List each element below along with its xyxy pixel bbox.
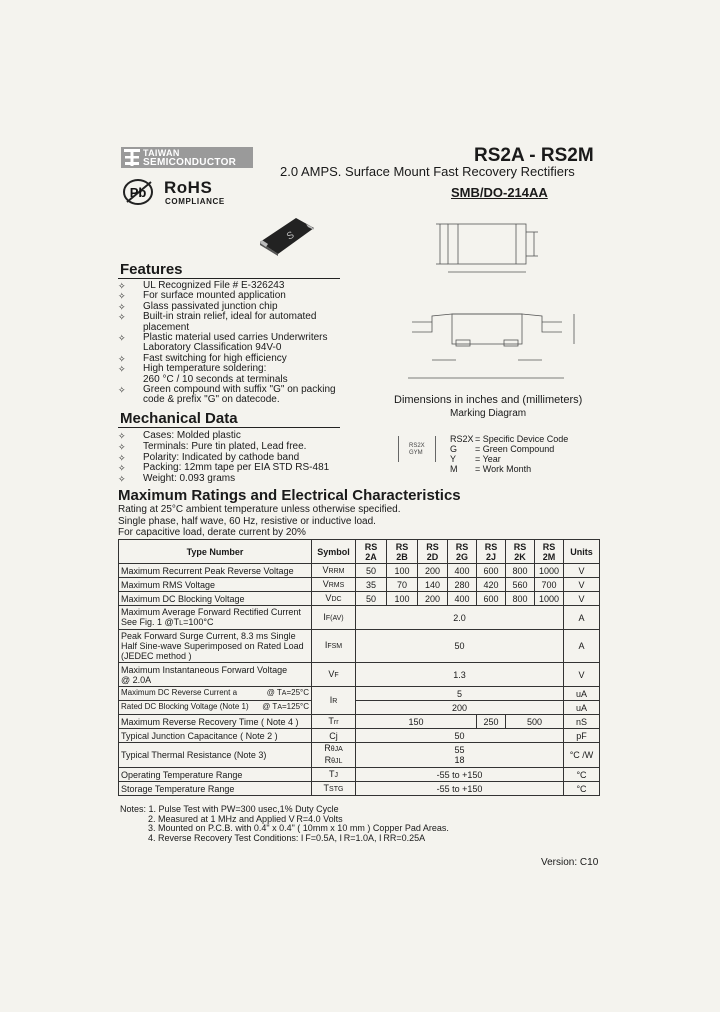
- list-item: ✧ Green compound with suffix "G" on packing code & prefix "G" on datecode.: [118, 384, 336, 406]
- intro-line: Single phase, half wave, 60 Hz, resistive or inductive load.: [118, 515, 376, 527]
- legend-code: Y: [450, 454, 457, 464]
- legend-desc: Year: [482, 454, 501, 464]
- note-line: 4. Reverse Recovery Test Conditions: I F=0.5A, I R=1.0A, I RR=0.25A: [148, 832, 426, 843]
- table-row: Maximum Average Forward Rectified Current See Fig. 1 @TL=100°C IF(AV) 2.0 A: [119, 606, 600, 630]
- marking-line-1: RS2X: [409, 443, 425, 449]
- table-row: Maximum DC Blocking Voltage VDC 50 100 200 400 600 800 1000 V: [119, 592, 600, 606]
- note-line: 2. Measured at 1 MHz and Applied V R=4.0 Volts: [148, 813, 343, 824]
- compliance-label: COMPLIANCE: [165, 197, 225, 206]
- table-row: Maximum Recurrent Peak Reverse Voltage VRRM 50 100 200 400 600 800 1000 V: [119, 564, 600, 578]
- package-name: SMB/DO-214AA: [451, 185, 548, 200]
- header-type: Type Number: [119, 540, 312, 564]
- mechanical-heading: Mechanical Data: [120, 410, 238, 427]
- pb-label: Pb: [129, 185, 147, 200]
- table-row: Rated DC Blocking Voltage (Note 1) @ TA=125°C 200 uA: [119, 701, 600, 715]
- intro-line: Rating at 25°C ambient temperature unless otherwise specified.: [118, 504, 401, 515]
- mechanical-list: [118, 431, 329, 485]
- ratings-heading: Maximum Ratings and Electrical Characteristics: [118, 487, 461, 504]
- company-logo: [121, 147, 253, 168]
- note-line: 3. Mounted on P.C.B. with 0.4" x 0.4" ( 10mm x 10 mm ) Copper Pad Areas.: [148, 823, 449, 833]
- intro-line: For capacitive load, derate current by 20%: [118, 527, 306, 538]
- rohs-label: RoHS: [164, 178, 213, 197]
- header-part: RS 2B: [387, 540, 418, 564]
- header-part: RS 2K: [506, 540, 535, 564]
- ratings-table: [118, 539, 600, 796]
- list-item: ✧ UL Recognized File # E-326243: [118, 280, 285, 291]
- header-part: RS 2M: [535, 540, 564, 564]
- table-row: Maximum RMS Voltage VRMS 35 70 140 280 420 560 700 V: [119, 578, 600, 592]
- svg-text:S: S: [285, 229, 297, 243]
- marking-caption: Marking Diagram: [450, 408, 527, 419]
- list-item: ✧ Built-in strain relief, ideal for automated placement: [118, 311, 317, 333]
- list-item: ✧ Terminals: Pure tin plated, Lead free.: [118, 440, 307, 452]
- header-part: RS 2J: [477, 540, 506, 564]
- list-item: ✧ For surface mounted application: [118, 290, 286, 302]
- table-row: Maximum Reverse Recovery Time ( Note 4 ) Trr 150 250 500 nS: [119, 715, 600, 729]
- ts-logo-icon: [124, 148, 140, 167]
- table-header-row: [119, 540, 600, 564]
- legend-code: RS2X: [450, 434, 474, 444]
- table-row: Typical Junction Capacitance ( Note 2 ) Cj 50 pF: [119, 729, 600, 743]
- legend-desc: Work Month: [482, 464, 532, 474]
- table-row: Storage Temperature Range TSTG -55 to +150 °C: [119, 782, 600, 796]
- notes: [120, 805, 449, 843]
- list-item: ✧ Cases: Molded plastic: [118, 430, 241, 441]
- logo-line2: SEMICONDUCTOR: [143, 157, 237, 168]
- legend-code: G: [450, 444, 458, 454]
- pb-free-badge: [122, 178, 158, 206]
- dimension-drawing: [398, 210, 588, 395]
- list-item: ✧ Packing: 12mm tape per EIA STD RS-481: [118, 462, 330, 474]
- header-units: Units: [564, 540, 600, 564]
- component-image: [256, 214, 318, 261]
- legend-desc: Green Compound: [482, 444, 555, 454]
- table-row: Typical Thermal Resistance (Note 3) RθJA RθJL 55 18 °C /W: [119, 743, 600, 768]
- version-label: Version: C10: [541, 857, 599, 868]
- legend-desc: Specific Device Code: [482, 434, 569, 444]
- ratings-intro: [118, 504, 400, 539]
- list-item: ✧ High temperature soldering: 260 °C / 10 seconds at terminals: [118, 363, 288, 385]
- marking-box: [398, 436, 436, 462]
- list-item: ✧ Weight: 0.093 grams: [118, 473, 236, 485]
- header-part: RS 2D: [418, 540, 448, 564]
- page-title: RS2A - RS2M: [474, 145, 594, 166]
- features-list: [118, 281, 336, 406]
- table-row: Operating Temperature Range TJ -55 to +150 °C: [119, 768, 600, 782]
- features-rule: [118, 278, 340, 279]
- marking-line-2: GYM: [409, 450, 423, 456]
- list-item: ✧ Plastic material used carries Underwriters Laboratory Classification 94V-0: [118, 332, 328, 354]
- list-item: ✧ Fast switching for high efficiency: [118, 352, 287, 364]
- table-row: Maximum Instantaneous Forward Voltage @ 2.0A VF 1.3 V: [119, 663, 600, 687]
- legend-code: M: [450, 464, 458, 474]
- header-part: RS 2A: [356, 540, 387, 564]
- mechanical-rule: [118, 427, 340, 428]
- dimensions-caption: Dimensions in inches and (millimeters): [394, 394, 583, 406]
- list-item: ✧ Glass passivated junction chip: [118, 300, 278, 312]
- page-subtitle: 2.0 AMPS. Surface Mount Fast Recovery Rectifiers: [280, 164, 575, 179]
- features-heading: Features: [120, 261, 183, 278]
- header-symbol: Symbol: [312, 540, 356, 564]
- note-line: Notes: 1. Pulse Test with PW=300 usec,1% Duty Cycle: [120, 804, 339, 814]
- list-item: ✧ Polarity: Indicated by cathode band: [118, 451, 300, 463]
- table-row: Peak Forward Surge Current, 8.3 ms Single Half Sine-wave Superimposed on Rated Load (JEDEC method ) IFSM 50 A: [119, 630, 600, 663]
- logo-line1: TAIWAN: [143, 148, 180, 158]
- header-part: RS 2G: [448, 540, 477, 564]
- table-row: Maximum DC Reverse Current a @ TA=25°C IR 5 uA: [119, 687, 600, 701]
